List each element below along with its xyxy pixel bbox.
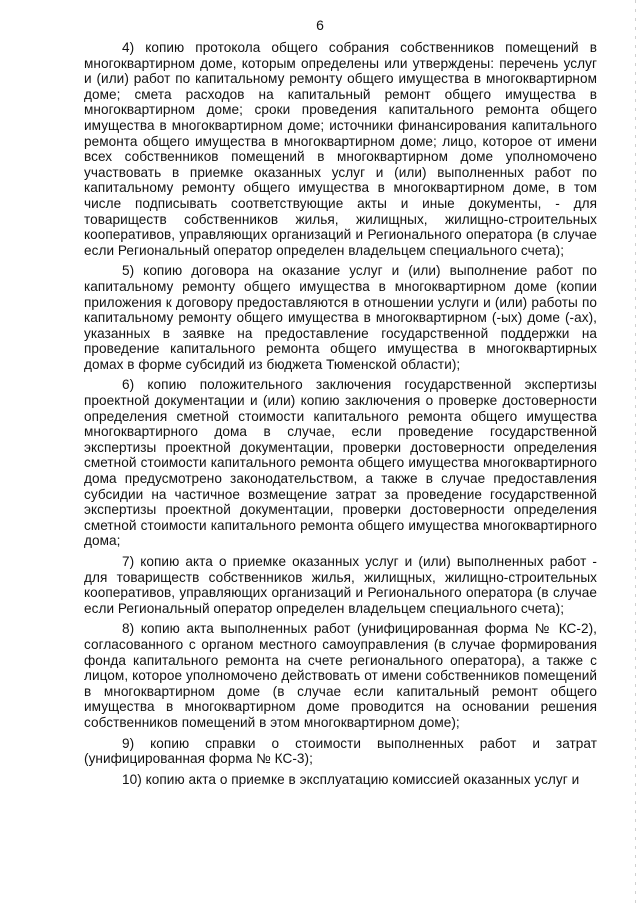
paragraph-item-7: 7) копию акта о приемке оказанных услуг и (или) выполненных работ - для товариществ собственников жилья, жилищных, жилищно-строительных кооперативов, управляющих организаций и Регионального оператора (в случае если Региональный оператор определен владельцем специального счета); [84,554,597,616]
paragraph-item-8: 8) копию акта выполненных работ (унифицированная форма № КС-2), согласованного с органом местного самоуправления (в случае формирования фонда капитального ремонта на счете регионального оператора), а также с лицом, которое уполномочено действовать от имени собственников помещений в многоквартирном доме (в случае если капитальный ремонт общего имущества в многоквартирном доме проводится на основании решения собственников помещений в этом многоквартирном доме); [84,621,597,730]
page-number: 6 [316,17,324,33]
paragraph-item-5: 5) копию договора на оказание услуг и (или) выполнение работ по капитальному ремонту общего имущества в многоквартирном доме (копии приложения к договору предоставляются в отношении услуги и (или) работы по капитальному ремонту общего имущества в многоквартирном (-ых) доме (-ах), указанных в заявке на предоставление государственной поддержки на проведение капитального ремонта общего имущества в многоквартирных домах в форме субсидий из бюджета Тюменской области); [84,263,597,372]
paragraph-item-6: 6) копию положительного заключения государственной экспертизы проектной документации и (или) копию заключения о проверке достоверности определения сметной стоимости капитального ремонта общего имущества многоквартирного дома в случае, если проведение государственной экспертизы проектной документации, проверки достоверности определения сметной стоимости капитального ремонта общего имущества многоквартирного дома предусмотрено законодательством, а также в случае предоставления субсидии на частичное возмещение затрат за проведение государственной экспертизы проектной документации, проверки достоверности определения сметной стоимости капитального ремонта общего имущества многоквартирного дома; [84,377,597,549]
paragraph-item-9: 9) копию справки о стоимости выполненных работ и затрат (унифицированная форма № КС-3); [84,735,597,767]
scan-edge-divider [635,0,636,905]
paragraph-item-10: 10) копию акта о приемке в эксплуатацию комиссией оказанных услуг и [122,771,580,787]
document-body [84,40,597,792]
paragraph-item-4: 4) копию протокола общего собрания собственников помещений в многоквартирном доме, которым определены или утверждены: перечень услуг и (или) работ по капитальному ремонту общего имущества в многоквартирном доме; смета расходов на капитальный ремонт общего имущества в многоквартирном доме; сроки проведения капитального ремонта общего имущества в многоквартирном доме; источники финансирования капитального ремонта общего имущества в многоквартирном доме; лицо, которое от имени всех собственников помещений в многоквартирном доме уполномочено участвовать в приемке оказанных услуг и (или) выполненных работ по капитальному ремонту общего имущества в многоквартирном доме, в том числе подписывать соответствующие акты и иные документы, - для товариществ собственников жилья, жилищных, жилищно-строительных кооперативов, управляющих организаций и Регионального оператора (в случае если Региональный оператор определен владельцем специального счета); [84,40,597,258]
